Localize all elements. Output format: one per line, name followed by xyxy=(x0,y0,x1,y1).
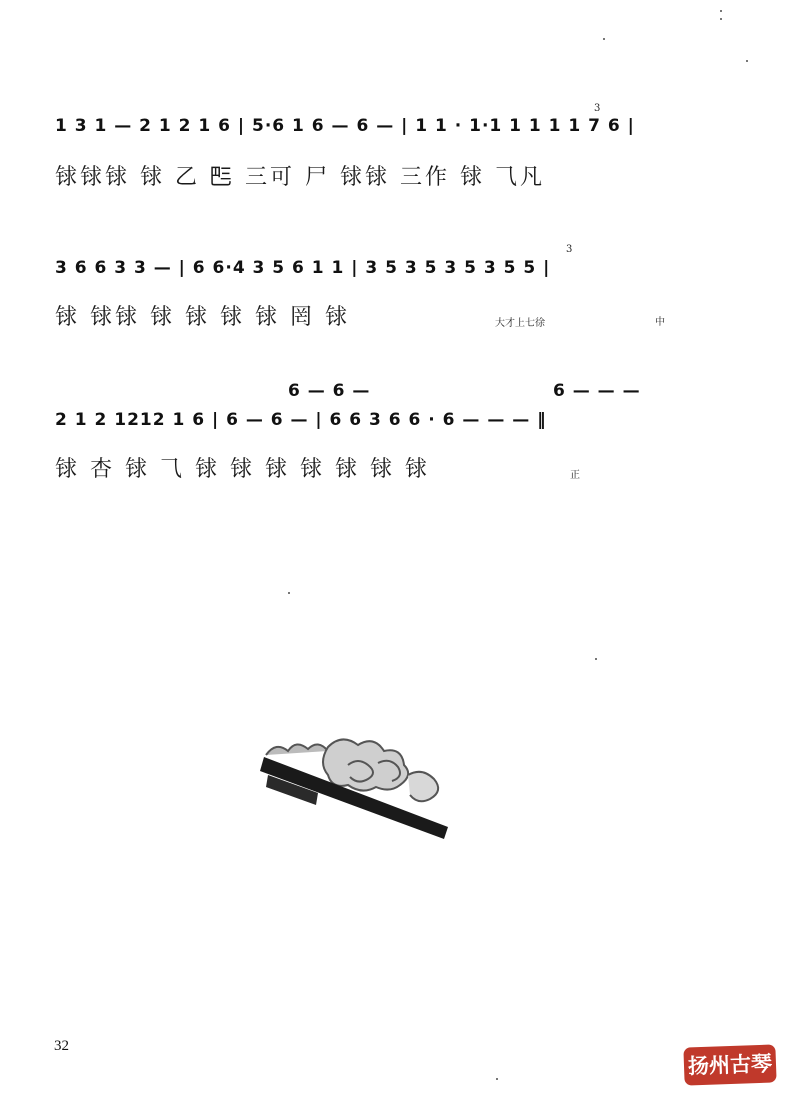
annotation-end: 正 xyxy=(570,470,580,481)
tuplet-mark-2: 3 xyxy=(566,244,573,255)
scan-speck xyxy=(720,10,722,12)
scan-speck xyxy=(595,658,597,660)
notation-line-1: 1 3 1 — 2 1 2 1 6 | 5·6 1 6 — 6 — | 1 1 · 1·1 1 1 1 1 7 6 | xyxy=(55,116,635,136)
scan-speck xyxy=(496,1078,498,1080)
scan-speck xyxy=(288,592,290,594)
notation-line-2: 3 6 6 3 3 — | 6 6·4 3 5 6 1 1 | 3 5 3 5 3 5 3 5 5 | xyxy=(55,258,551,278)
upper-notation-2: 6 — — — xyxy=(553,381,641,401)
scan-speck xyxy=(720,18,722,20)
tablature-line-1: 𨱇𨱇𨱇 𨱇 乙 𠀧 三可 尸 𨱇𨱇 三作 𨱇 ⺄凡 xyxy=(55,165,545,190)
page-number: 32 xyxy=(54,1038,69,1054)
guqin-illustration xyxy=(258,735,458,845)
scan-speck xyxy=(603,38,605,40)
watermark-logo: 扬州古琴 xyxy=(683,1044,776,1085)
annotation-right: 中 xyxy=(655,317,665,328)
scan-speck xyxy=(746,60,748,62)
tuplet-mark-1: 3 xyxy=(594,103,601,114)
annotation-left: 大才上七徐 xyxy=(495,318,545,329)
tablature-line-2: 𨱇 𨱇𨱇 𨱇 𨱇 𨱇 𨱇 罔 𨱇 xyxy=(55,305,350,330)
tablature-line-3: 𨱇 杏 𨱇 ⺄ 𨱇 𨱇 𨱇 𨱇 𨱇 𨱇 𨱇 xyxy=(55,457,430,482)
notation-line-3: 2 1 2 1212 1 6 | 6 — 6 — | 6 6 3 6 6 · 6 — — — ‖ xyxy=(55,410,547,430)
upper-notation-1: 6 — 6 — xyxy=(288,381,371,401)
